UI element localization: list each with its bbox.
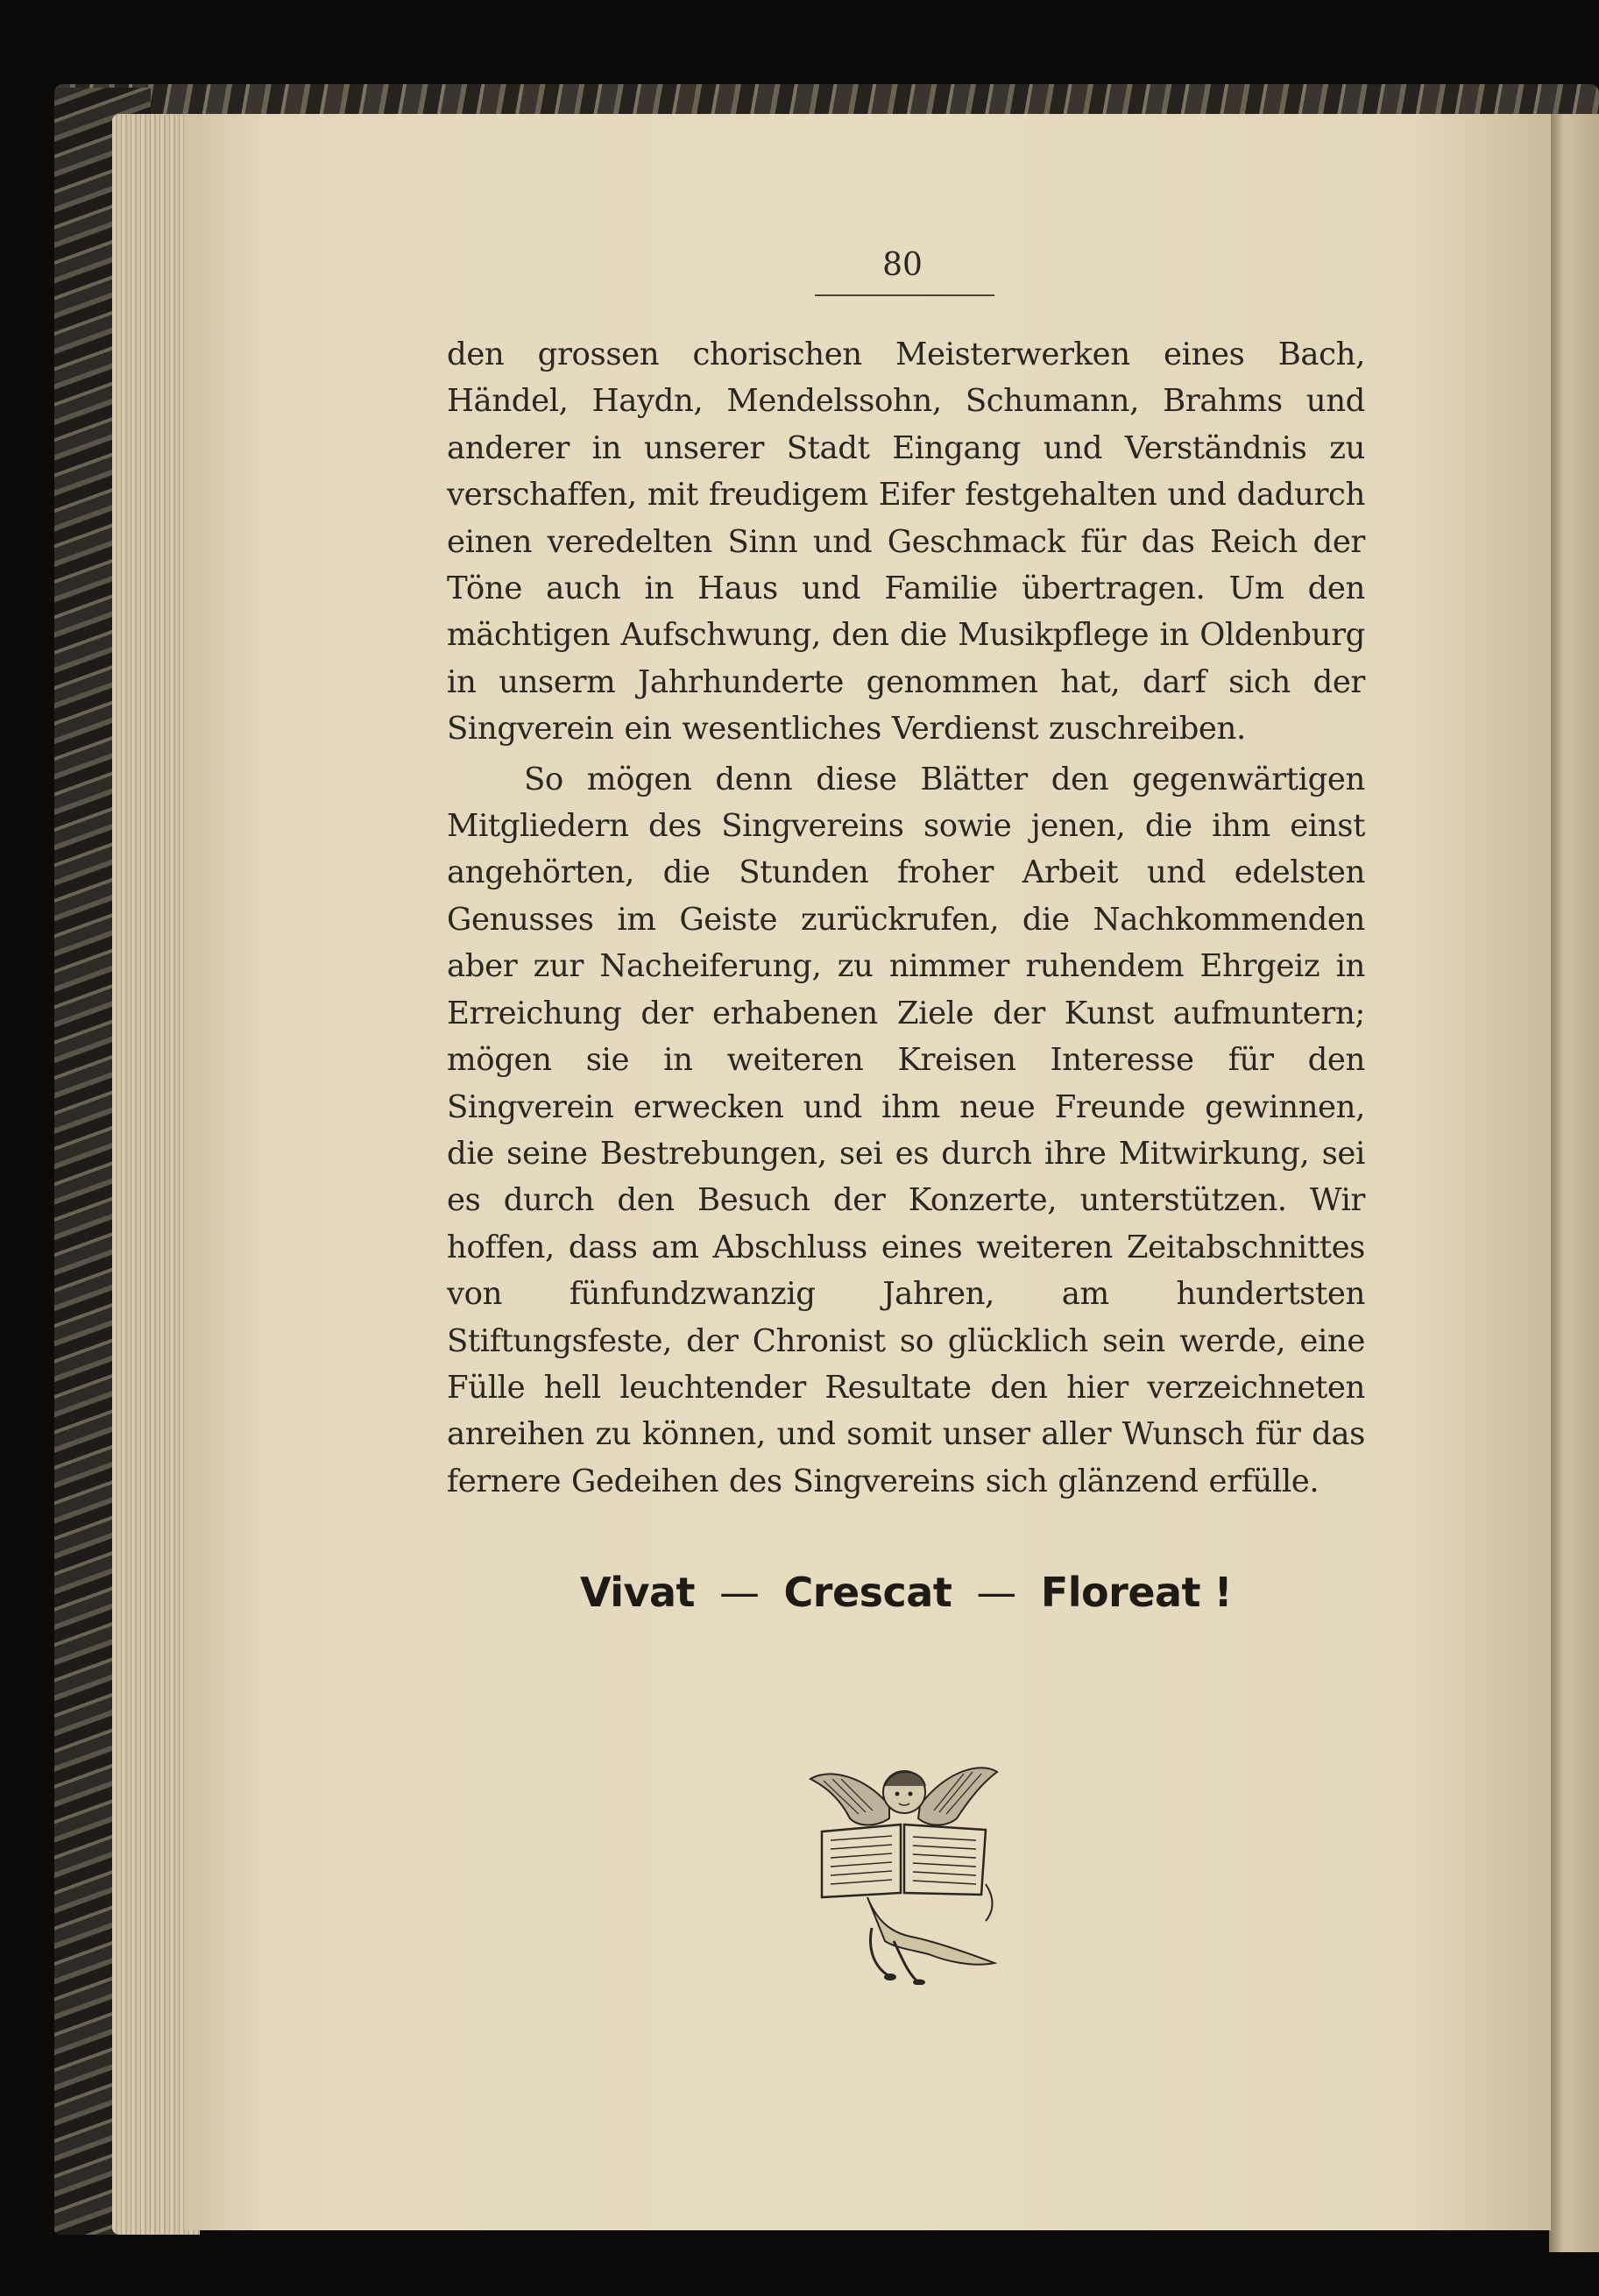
motto-line	[447, 1569, 1365, 1616]
motto-dash-1: —	[719, 1569, 760, 1616]
paragraph-1: den grossen chorischen Meisterwerken eines Bach, Händel, Haydn, Mendelssohn, Schumann, Brahms und anderer in unserer Stadt Eingang und Verständnis zu verschaffen, mit freudigem Eifer festgehalten und dadurch einen veredelten Sinn und Geschmack für das Reich der Töne auch in Haus und Familie übertragen. Um den mächtigen Aufschwung, den die Musikpflege in Oldenburg in unserm Jahrhunderte genommen hat, darf sich der Singverein ein wesentliches Verdienst zuschreiben.	[447, 337, 1365, 748]
motto-word-floreat: Floreat !	[1040, 1569, 1233, 1616]
page-number-rule	[815, 294, 994, 296]
body-text	[447, 331, 1365, 1505]
motto-dash-2: —	[976, 1569, 1016, 1616]
motto-word-crescat: Crescat	[783, 1569, 952, 1616]
motto-word-vivat: Vivat	[579, 1569, 696, 1616]
angel-with-book-vignette	[806, 1753, 999, 1985]
paragraph-2: So mögen denn diese Blätter den gegenwärtigen Mitgliedern des Singvereins sowie jenen, die ihm einst angehörten, die Stunden froher Arbeit und edelsten Genusses im Geiste zurückrufen, die Nachkommenden aber zur Nacheiferung, zu nimmer ruhendem Ehrgeiz in Erreichung der erhabenen Ziele der Kunst aufmuntern; mögen sie in weiteren Kreisen Interesse für den Singverein erwecken und ihm neue Freunde gewinnen, die seine Bestrebungen, sei es durch ihre Mitwirkung, sei es durch den Besuch der Konzerte, unterstützen. Wir hoffen, dass am Abschluss eines weiteren Zeitabschnittes von fünfundzwanzig Jahren, am hundertsten Stiftungsfeste, der Chronist so glücklich sein werde, eine Fülle hell leuchtender Resultate den hier verzeichneten anreihen zu können, und somit unser aller Wunsch für das fernere Gedeihen des Singvereins sich glänzend erfülle.	[447, 761, 1365, 1499]
page-number: 80	[882, 247, 923, 283]
page-right-edge	[1549, 114, 1599, 2252]
